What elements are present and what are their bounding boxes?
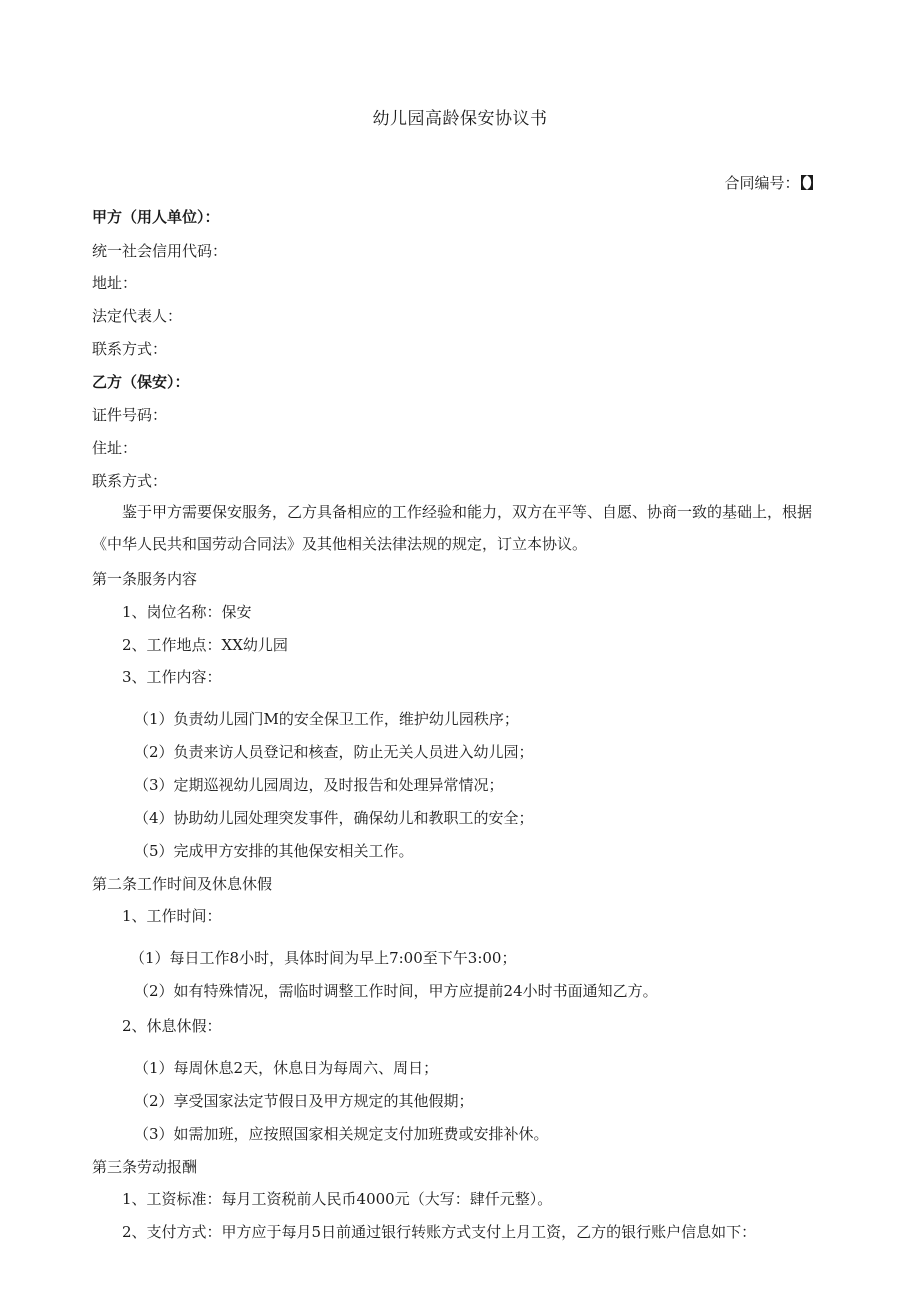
party-b-contact: 联系方式： [92, 472, 168, 490]
article2-work-time-item: （2）如有特殊情况，需临时调整工作时间，甲方应提前24小时书面通知乙方。 [134, 982, 658, 1000]
article2-heading: 第二条工作时间及休息休假 [92, 875, 273, 893]
party-a-legal-rep: 法定代表人： [92, 307, 183, 325]
party-b-id-no: 证件号码： [92, 406, 168, 424]
article2-work-time-item: （1）每日工作8小时，具体时间为早上7:00至下午3:00； [130, 949, 517, 967]
article1-sub-item: （4）协助幼儿园处理突发事件，确保幼儿和教职工的安全； [134, 809, 534, 827]
article2-rest-item: （2）享受国家法定节假日及甲方规定的其他假期； [134, 1092, 474, 1110]
article2-rest-label: 2、休息休假： [122, 1017, 222, 1035]
party-a-contact: 联系方式： [92, 340, 168, 358]
preamble-paragraph: 鉴于甲方需要保安服务，乙方具备相应的工作经验和能力，双方在平等、自愿、协商一致的基础上，根据《中华人民共和国劳动合同法》及其他相关法律法规的规定，订立本协议。 [92, 503, 813, 553]
article1-item: 2、工作地点：XX幼儿园 [122, 636, 288, 654]
contract-number [724, 172, 822, 193]
article1-sub-item: （2）负责来访人员登记和核查，防止无关人员进入幼儿园； [134, 743, 534, 761]
article1-item: 1、岗位名称：保安 [122, 603, 252, 621]
article1-sub-item: （5）完成甲方安排的其他保安相关工作。 [134, 842, 414, 860]
party-a-heading: 甲方（用人单位）： [92, 208, 220, 226]
party-b-heading: 乙方（保安）： [92, 373, 190, 391]
article1-sub-item: （1）负责幼儿园门M的安全保卫工作，维护幼儿园秩序； [134, 710, 519, 728]
article2-work-time-label: 1、工作时间： [122, 907, 222, 925]
article3-item: 1、工资标准：每月工资税前人民币4000元（大写：肆仟元整）。 [122, 1190, 553, 1208]
article1-heading: 第一条服务内容 [92, 570, 198, 588]
article1-sub-item: （3）定期巡视幼儿园周边，及时报告和处理异常情况； [134, 776, 504, 794]
party-b-residence: 住址： [92, 439, 138, 457]
article3-item: 2、支付方式：甲方应于每月5日前通过银行转账方式支付上月工资，乙方的银行账户信息如下： [122, 1223, 757, 1241]
party-a-credit-code: 统一社会信用代码： [92, 242, 228, 260]
article1-item: 3、工作内容： [122, 668, 222, 686]
contract-number-value: 【】 [799, 174, 822, 192]
document-title: 幼儿园高龄保安协议书 [372, 109, 548, 129]
party-a-address: 地址： [92, 274, 138, 292]
contract-number-label: 合同编号： [724, 174, 800, 192]
article2-rest-item: （1）每周休息2天，休息日为每周六、周日； [134, 1059, 439, 1077]
article3-heading: 第三条劳动报酬 [92, 1158, 198, 1176]
article2-rest-item: （3）如需加班，应按照国家相关规定支付加班费或安排补休。 [134, 1125, 549, 1143]
